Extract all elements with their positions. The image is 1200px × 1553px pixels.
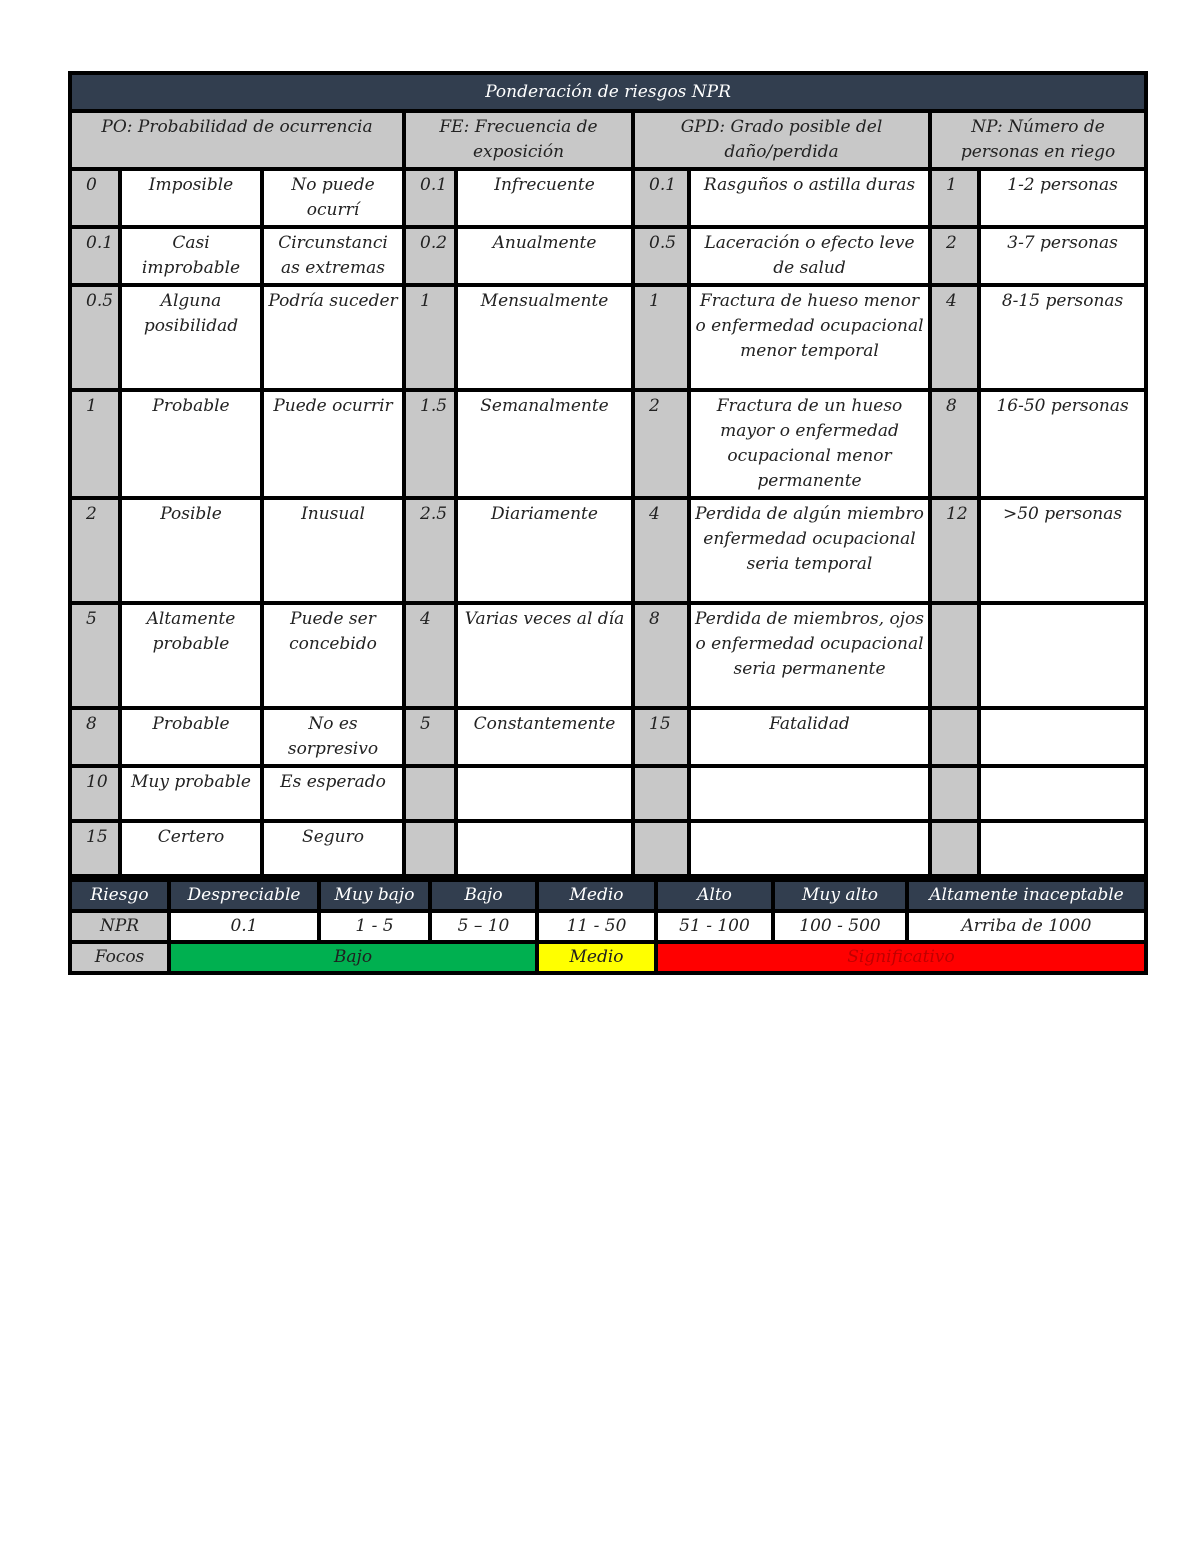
po-label: Posible <box>120 498 262 603</box>
np-value <box>930 766 979 821</box>
gpd-label: Fractura de hueso menor o enfermedad ocupacional menor temporal <box>689 285 930 390</box>
np-value <box>930 821 979 876</box>
gpd-value: 15 <box>633 708 689 766</box>
fe-label: Anualmente <box>456 227 633 285</box>
po-value: 0 <box>70 169 120 227</box>
fe-value: 0.2 <box>404 227 456 285</box>
gpd-label <box>689 766 930 821</box>
po-label: Casi improbable <box>120 227 262 285</box>
po-description: Circunstanci as extremas <box>262 227 404 285</box>
po-label: Imposible <box>120 169 262 227</box>
npr-main-table <box>68 71 1148 878</box>
legend-npr-value: 1 - 5 <box>319 911 430 942</box>
gpd-label: Perdida de algún miembro enfermedad ocupacional seria temporal <box>689 498 930 603</box>
legend-npr-value: 51 - 100 <box>656 911 773 942</box>
fe-label: Semanalmente <box>456 390 633 498</box>
po-description: Podría suceder <box>262 285 404 390</box>
fe-value: 4 <box>404 603 456 708</box>
gpd-label: Fatalidad <box>689 708 930 766</box>
gpd-label: Perdida de miembros, ojos o enfermedad ocupacional seria permanente <box>689 603 930 708</box>
fe-label: Varias veces al día <box>456 603 633 708</box>
legend-level: Muy bajo <box>319 880 430 911</box>
gpd-value: 1 <box>633 285 689 390</box>
table-row <box>70 821 1146 876</box>
fe-value <box>404 766 456 821</box>
np-label: >50 personas <box>979 498 1146 603</box>
po-description: Inusual <box>262 498 404 603</box>
po-label: Muy probable <box>120 766 262 821</box>
po-description: Puede ser concebido <box>262 603 404 708</box>
gpd-value: 0.1 <box>633 169 689 227</box>
header-fe: FE: Frecuencia de exposición <box>404 111 633 169</box>
table-title: Ponderación de riesgos NPR <box>70 73 1146 111</box>
po-description: No es sorpresivo <box>262 708 404 766</box>
np-value: 8 <box>930 390 979 498</box>
legend-npr-value: 5 – 10 <box>430 911 537 942</box>
po-value: 0.5 <box>70 285 120 390</box>
legend-level: Muy alto <box>773 880 907 911</box>
fe-value: 5 <box>404 708 456 766</box>
po-value: 1 <box>70 390 120 498</box>
np-label: 1-2 personas <box>979 169 1146 227</box>
foco-medio: Medio <box>537 942 656 973</box>
legend-riesgo-label: Riesgo <box>70 880 169 911</box>
table-row <box>70 498 1146 603</box>
gpd-label: Fractura de un hueso mayor o enfermedad ocupacional menor permanente <box>689 390 930 498</box>
legend-level: Alto <box>656 880 773 911</box>
legend-level: Altamente inaceptable <box>907 880 1146 911</box>
po-label: Altamente probable <box>120 603 262 708</box>
legend-level: Despreciable <box>169 880 319 911</box>
legend-npr-value: 0.1 <box>169 911 319 942</box>
np-value: 12 <box>930 498 979 603</box>
legend-riesgo-row <box>70 880 1146 911</box>
header-gpd: GPD: Grado posible del daño/perdida <box>633 111 930 169</box>
gpd-label: Rasguños o astilla duras <box>689 169 930 227</box>
np-label <box>979 603 1146 708</box>
np-label <box>979 766 1146 821</box>
legend-npr-label: NPR <box>70 911 169 942</box>
np-value <box>930 708 979 766</box>
po-value: 15 <box>70 821 120 876</box>
gpd-label: Laceración o efecto leve de salud <box>689 227 930 285</box>
rows-body <box>70 169 1146 876</box>
po-label: Certero <box>120 821 262 876</box>
table-row <box>70 285 1146 390</box>
fe-value: 1.5 <box>404 390 456 498</box>
foco-bajo: Bajo <box>169 942 537 973</box>
po-label: Probable <box>120 390 262 498</box>
fe-label: Infrecuente <box>456 169 633 227</box>
legend-level: Bajo <box>430 880 537 911</box>
np-label <box>979 708 1146 766</box>
po-label: Alguna posibilidad <box>120 285 262 390</box>
po-description: Puede ocurrir <box>262 390 404 498</box>
header-np: NP: Número de personas en riego <box>930 111 1146 169</box>
po-description: No puede ocurrí <box>262 169 404 227</box>
legend-npr-value: 100 - 500 <box>773 911 907 942</box>
fe-label: Mensualmente <box>456 285 633 390</box>
po-value: 10 <box>70 766 120 821</box>
header-po: PO: Probabilidad de ocurrencia <box>70 111 404 169</box>
legend-npr-row <box>70 911 1146 942</box>
fe-label: Diariamente <box>456 498 633 603</box>
np-label: 3-7 personas <box>979 227 1146 285</box>
table-row <box>70 390 1146 498</box>
po-value: 0.1 <box>70 227 120 285</box>
po-label: Probable <box>120 708 262 766</box>
fe-value <box>404 821 456 876</box>
np-value: 4 <box>930 285 979 390</box>
fe-value: 2.5 <box>404 498 456 603</box>
table-row <box>70 603 1146 708</box>
table-row <box>70 708 1146 766</box>
legend-focos-row <box>70 942 1146 973</box>
fe-label: Constantemente <box>456 708 633 766</box>
table-row <box>70 227 1146 285</box>
fe-label <box>456 821 633 876</box>
gpd-value: 8 <box>633 603 689 708</box>
np-label <box>979 821 1146 876</box>
gpd-value <box>633 821 689 876</box>
table-row <box>70 766 1146 821</box>
foco-significativo: Significativo <box>656 942 1146 973</box>
npr-risk-sheet <box>68 71 1144 975</box>
po-description: Es esperado <box>262 766 404 821</box>
legend-focos-label: Focos <box>70 942 169 973</box>
po-value: 8 <box>70 708 120 766</box>
np-label: 8-15 personas <box>979 285 1146 390</box>
po-value: 2 <box>70 498 120 603</box>
np-value <box>930 603 979 708</box>
gpd-value: 0.5 <box>633 227 689 285</box>
gpd-label <box>689 821 930 876</box>
np-value: 1 <box>930 169 979 227</box>
fe-value: 0.1 <box>404 169 456 227</box>
gpd-value: 2 <box>633 390 689 498</box>
gpd-value: 4 <box>633 498 689 603</box>
np-value: 2 <box>930 227 979 285</box>
legend-table <box>68 878 1148 975</box>
np-label: 16-50 personas <box>979 390 1146 498</box>
fe-value: 1 <box>404 285 456 390</box>
legend-npr-value: 11 - 50 <box>537 911 656 942</box>
legend-npr-value: Arriba de 1000 <box>907 911 1146 942</box>
gpd-value <box>633 766 689 821</box>
po-value: 5 <box>70 603 120 708</box>
legend-level: Medio <box>537 880 656 911</box>
po-description: Seguro <box>262 821 404 876</box>
fe-label <box>456 766 633 821</box>
table-row <box>70 169 1146 227</box>
